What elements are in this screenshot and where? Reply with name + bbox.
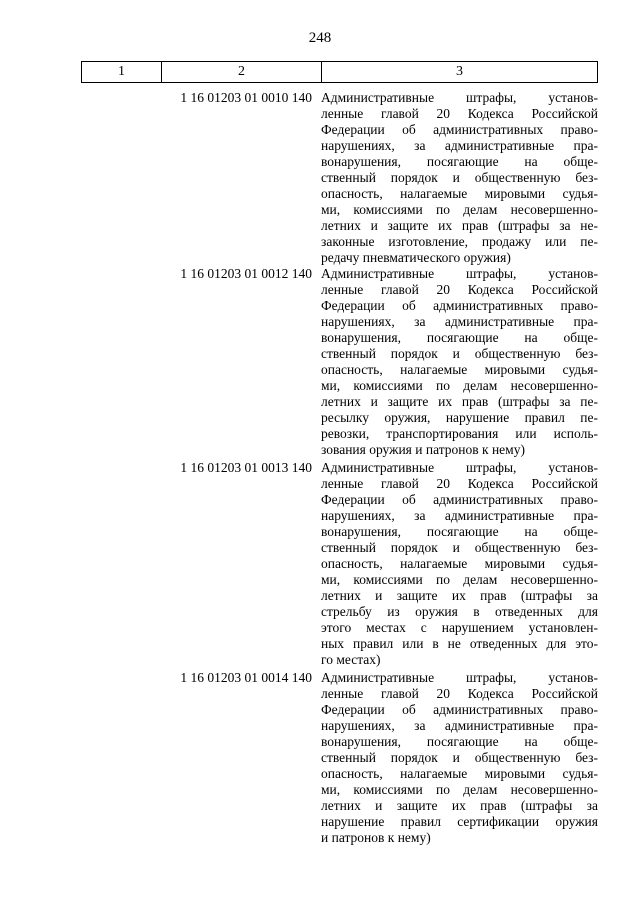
description-line: вонарушения, посягающие на обще- [321,734,598,749]
description-line: опасность, налагаемые мировыми судья- [321,766,598,781]
description-line: Административные штрафы, установ- [321,266,598,281]
description-line: ственный порядок и общественную без- [321,750,598,765]
description-line: ственный порядок и общественную без- [321,170,598,185]
description-line: Административные штрафы, установ- [321,460,598,475]
description-line: Административные штрафы, установ- [321,90,598,105]
column-header-1: 1 [82,62,162,82]
description-line: ленные главой 20 Кодекса Российской [321,686,598,701]
table-row [81,460,598,668]
description [321,90,598,266]
description-line: вонарушения, посягающие на обще- [321,330,598,345]
description-line: стрельбу из оружия в отведенных для [321,604,598,619]
description-line: ми, комиссиями по делам несовершенно- [321,782,598,797]
table-row [81,670,598,846]
description-line: нарушениях, за административные пра- [321,314,598,329]
description-line: летних и защите их прав (штрафы за [321,798,598,813]
description-line: вонарушения, посягающие на обще- [321,524,598,539]
description [321,266,598,458]
description-line: редачу пневматического оружия) [321,250,511,265]
description-line: ревозки, транспортирования или исполь- [321,426,598,441]
description [321,670,598,846]
description-line: нарушение правил сертификации оружия [321,814,598,829]
description-line: ми, комиссиями по делам несовершенно- [321,572,598,587]
description-line: нарушениях, за административные пра- [321,718,598,733]
table-row [81,266,598,458]
classification-code: 1 16 01203 01 0012 140 [180,266,312,281]
description-line: и патронов к нему) [321,830,431,845]
description-line: опасность, налагаемые мировыми судья- [321,362,598,377]
description-line: Федерации об административных право- [321,122,598,137]
description-line: законные изготовление, продажу или пе- [321,234,598,249]
description-line: Федерации об административных право- [321,492,598,507]
description-line: летних и защите их прав (штрафы за пе- [321,394,598,409]
description-line: ственный порядок и общественную без- [321,346,598,361]
description-line: зования оружия и патронов к нему) [321,442,525,457]
description-line: Федерации об административных право- [321,298,598,313]
description-line: ленные главой 20 Кодекса Российской [321,282,598,297]
description-line: нарушениях, за административные пра- [321,508,598,523]
description-line: ных правил или в не отведенных для это- [321,636,598,651]
page-number: 248 [308,30,332,46]
classification-code: 1 16 01203 01 0013 140 [180,460,312,475]
description-line: этого местах с нарушением установлен- [321,620,598,635]
classification-code: 1 16 01203 01 0010 140 [180,90,312,105]
description-line: ственный порядок и общественную без- [321,540,598,555]
description-line: вонарушения, посягающие на обще- [321,154,598,169]
description-line: ленные главой 20 Кодекса Российской [321,476,598,491]
description-line: опасность, налагаемые мировыми судья- [321,556,598,571]
column-header-3: 3 [456,64,463,79]
description-line: Федерации об административных право- [321,702,598,717]
column-header-2: 2 [162,62,322,82]
description-line: ми, комиссиями по делам несовершенно- [321,202,598,217]
description-line: летних и защите их прав (штрафы за не- [321,218,598,233]
classification-code: 1 16 01203 01 0014 140 [180,670,312,685]
description-line: Административные штрафы, установ- [321,670,598,685]
description-line: ми, комиссиями по делам несовершенно- [321,378,598,393]
description-line: летних и защите их прав (штрафы за [321,588,598,603]
description-line: ресылку оружия, нарушение правил пе- [321,410,598,425]
table-header-row [81,61,598,83]
table-row [81,90,598,266]
description-line: опасность, налагаемые мировыми судья- [321,186,598,201]
description-line: ленные главой 20 Кодекса Российской [321,106,598,121]
description [321,460,598,668]
description-line: го местах) [321,652,381,667]
description-line: нарушениях, за административные пра- [321,138,598,153]
